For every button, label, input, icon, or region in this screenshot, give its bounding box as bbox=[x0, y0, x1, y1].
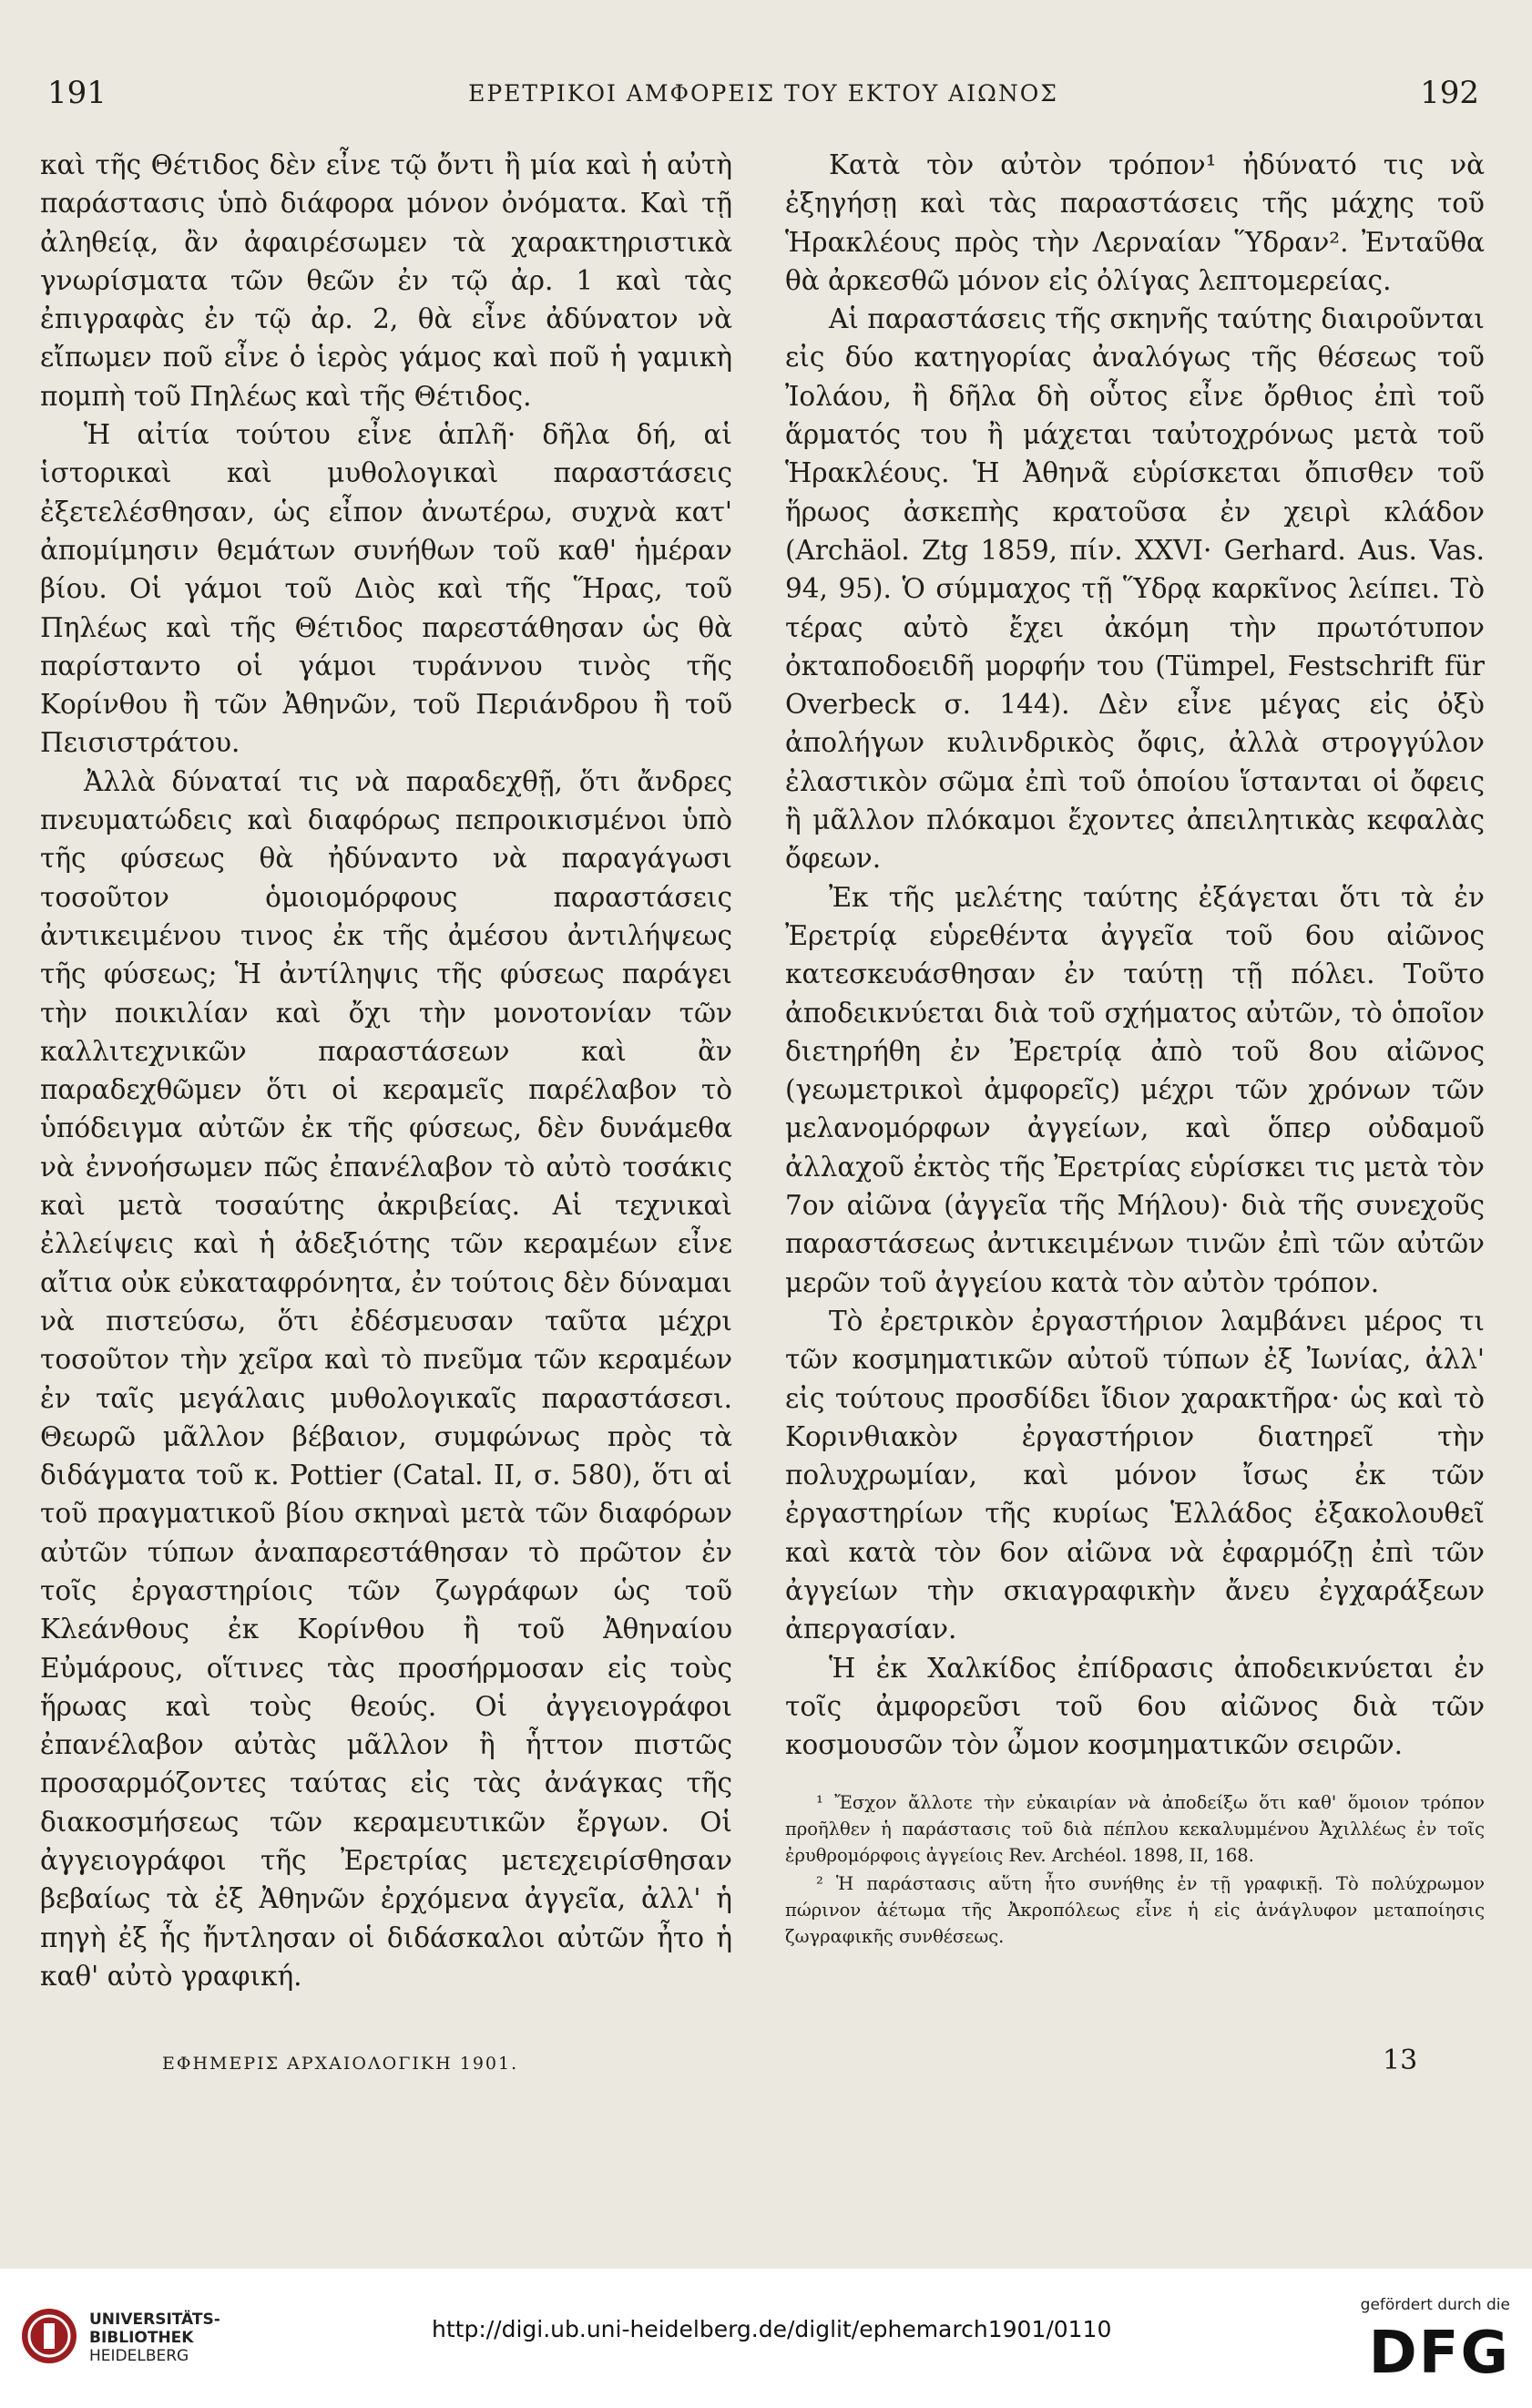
source-url[interactable]: http://digi.ub.uni-heidelberg.de/diglit/ephemarch1901/0110 bbox=[432, 2316, 1112, 2342]
paragraph: Κατὰ τὸν αὐτὸν τρόπον¹ ἠδύνατό τις νὰ ἐξηγήσῃ καὶ τὰς παραστάσεις τῆς μάχης τοῦ Ἡρακλέους πρὸς τὴν Λερναίαν Ὕδραν². Ἐνταῦθα θὰ ἀρκεσθῶ μόνον εἰς ὀλίγας λεπτομερείας. bbox=[785, 149, 1485, 296]
right-column bbox=[785, 146, 1485, 1952]
left-column bbox=[40, 146, 732, 1995]
university-seal-icon bbox=[20, 2307, 78, 2365]
page-number-left: 191 bbox=[47, 75, 107, 111]
digitization-footer bbox=[0, 2269, 1532, 2408]
footnotes bbox=[785, 1789, 1485, 1950]
paragraph: Τὸ ἐρετρικὸν ἐργαστήριον λαμβάνει μέρος τι τῶν κοσμηματικῶν αὐτοῦ τύπων ἐξ Ἰωνίας, ἀλλ' εἰς τούτους προσδίδει ἴδιον χαρακτῆρα· ὡς καὶ τὸ Κορινθιακὸν ἐργαστήριον διατηρεῖ τὴν πολυχρωμίαν, καὶ μόνον ἴσως ἐκ τῶν ἐργαστηρίων τῆς κυρίως Ἑλλάδος ἐξακολουθεῖ καὶ κατὰ τὸν 6ον αἰῶνα νὰ ἐφαρμόζῃ ἐπὶ τῶν ἀγγείων τὴν σκιαγραφικὴν ἄνευ ἐγχαράξεων ἀπεργασίαν. bbox=[785, 1305, 1485, 1645]
paragraph: Ἡ ἐκ Χαλκίδος ἐπίδρασις ἀποδεικνύεται ἐν τοῖς ἀμφορεῦσι τοῦ 6ου αἰῶνος διὰ τῶν κοσμουσῶν τὸν ὦμον κοσμηματικῶν σειρῶν. bbox=[785, 1652, 1485, 1761]
paragraph: Αἱ παραστάσεις τῆς σκηνῆς ταύτης διαιροῦνται εἰς δύο κατηγορίας ἀναλόγως τῆς θέσεως τοῦ Ἰολάου, ἢ δῆλα δὴ οὗτος εἶνε ὄρθιος ἐπὶ τοῦ ἅρματός του ἢ μάχεται ταὐτοχρόνως μετὰ τοῦ Ἡρακλέους. Ἡ Ἀθηνᾶ εὑρίσκεται ὄπισθεν τοῦ ἥρωος ἀσκεπὴς κρατοῦσα ἐν χειρὶ κλάδον (Archäol. Ztg 1859, πίν. XXVI· Gerhard. Aus. Vas. 94, 95). Ὁ σύμμαχος τῇ Ὕδρᾳ καρκῖνος λείπει. Τὸ τέρας αὐτὸ ἔχει ἀκόμη τὴν πρωτότυπον ὀκταποδοειδῆ μορφήν του (Tümpel, Festschrift für Overbeck σ. 144). Δὲν εἶνε μέγας εἰς ὀξὺ ἀπολήγων κυλινδρικὸς ὄφις, ἀλλὰ στρογγύλον ἐλαστικὸν σῶμα ἐπὶ τοῦ ὁποίου ἵστανται οἱ ὄφεις ἢ μᾶλλον πλόκαμοι ἔχοντες ἀπειλητικὰς κεφαλὰς ὄφεων. bbox=[785, 303, 1485, 875]
paragraph: Ἡ αἰτία τούτου εἶνε ἁπλῆ· δῆλα δή, αἱ ἱστορικαὶ καὶ μυθολογικαὶ παραστάσεις ἐξετελέσθησαν, ὡς εἶπον ἀνωτέρω, συχνὰ κατ' ἀπομίμησιν θεμάτων συνήθων τοῦ καθ' ἡμέραν βίου. Οἱ γάμοι τοῦ Διὸς καὶ τῆς Ἥρας, τοῦ Πηλέως καὶ τῆς Θέτιδος παρεστάθησαν ὡς θὰ παρίσταντο οἱ γάμοι τυράννου τινὸς τῆς Κορίνθου ἢ τῶν Ἀθηνῶν, τοῦ Περιάνδρου ἢ τοῦ Πεισιστράτου. bbox=[40, 419, 732, 759]
footnote: ¹ Ἔσχον ἄλλοτε τὴν εὐκαιρίαν νὰ ἀποδείξω ὅτι καθ' ὅμοιον τρόπον προῆλθεν ἡ παράστασις τοῦ διὰ πέπλου κεκαλυμμένου Ἀχιλλέως ἐν τοῖς ἐρυθρομόρφοις ἀγγείοις Rev. Archéol. 1898, II, 168. bbox=[785, 1792, 1485, 1867]
footnote: ² Ἡ παράστασις αὕτη ἦτο συνήθης ἐν τῇ γραφικῇ. Τὸ πολύχρωμον πώρινον ἀέτωμα τῆς Ἀκροπόλεως εἶνε ἡ εἰς ἀνάγλυφον μεταποίησις ζωγραφικῆς συνθέσεως. bbox=[785, 1873, 1485, 1948]
journal-signature: ΕΦΗΜΕΡΙΣ ΑΡΧΑΙΟΛΟΓΙΚΗ 1901. bbox=[162, 2054, 519, 2074]
funded-by-label: gefördert durch die bbox=[1360, 2296, 1510, 2314]
dfg-logo: DFG bbox=[1368, 2320, 1510, 2387]
page-header bbox=[47, 75, 1479, 120]
sheet-number: 13 bbox=[1383, 2044, 1418, 2076]
paragraph: Ἀλλὰ δύναταί τις νὰ παραδεχθῇ, ὅτι ἄνδρες πνευματώδεις καὶ διαφόρως πεπροικισμένοι ὑπὸ τῆς φύσεως θὰ ἠδύναντο νὰ παραγάγωσι τοσοῦτον ὁμοιομόρφους παραστάσεις ἀντικειμένου τινος ἐκ τῆς ἀμέσου ἀντιλήψεως τῆς φύσεως; Ἡ ἀντίληψις τῆς φύσεως παράγει τὴν ποικιλίαν καὶ ὄχι τὴν μονοτονίαν τῶν καλλιτεχνικῶν παραστάσεων καὶ ἂν παραδεχθῶμεν ὅτι οἱ κεραμεῖς παρέλαβον τὸ ὑπόδειγμα αὐτῶν ἐκ τῆς φύσεως, δὲν δυνάμεθα νὰ ἐννοήσωμεν πῶς ἐπανέλαβον τὸ αὐτὸ τοσάκις καὶ μετὰ τοσαύτης ἀκριβείας. Αἱ τεχνικαὶ ἐλλείψεις καὶ ἡ ἀδεξιότης τῶν κεραμέων εἶνε αἴτια οὐκ εὐκαταφρόνητα, ἐν τούτοις δὲν δύναμαι νὰ πιστεύσω, ὅτι ἐδέσμευσαν ταῦτα μέχρι τοσοῦτον τὴν χεῖρα καὶ τὸ πνεῦμα τῶν κεραμέων ἐν ταῖς μεγάλαις μυθολογικαῖς παραστάσεσι. Θεωρῶ μᾶλλον βέβαιον, συμφώνως πρὸς τὰ διδάγματα τοῦ κ. Pottier (Catal. II, σ. 580), ὅτι αἱ τοῦ πραγματικοῦ βίου σκηναὶ μετὰ τῶν διαφόρων αὐτῶν τύπων ἀναπαρεστάθησαν τὸ πρῶτον ἐν τοῖς ἐργαστηρίοις τῶν ζωγράφων ὡς τοῦ Κλεάνθους ἐκ Κορίνθου ἢ τοῦ Ἀθηναίου Εὐμάρους, οἵτινες τὰς προσήρμοσαν εἰς τοὺς ἥρωας καὶ τοὺς θεούς. Οἱ ἀγγειογράφοι ἐπανέλαβον αὐτὰς μᾶλλον ἢ ἧττον πιστῶς προσαρμόζοντες ταύτας εἰς τὰς ἀνάγκας τῆς διακοσμήσεως τῶν κεραμευτικῶν ἔργων. Οἱ ἀγγειογράφοι τῆς Ἐρετρίας μετεχειρίσθησαν βεβαίως τὰ ἐξ Ἀθηνῶν ἐρχόμενα ἀγγεῖα, ἀλλ' ἡ πηγὴ ἐξ ἧς ἤντλησαν οἱ διδάσκαλοι αὐτῶν ἦτο ἡ καθ' αὐτὸ γραφική. bbox=[40, 765, 732, 1992]
page-number-right: 192 bbox=[1420, 75, 1479, 111]
institution-name: UNIVERSITÄTS- BIBLIOTHEK HEIDELBERG bbox=[89, 2311, 220, 2365]
paragraph: καὶ τῆς Θέτιδος δὲν εἶνε τῷ ὄντι ἢ μία καὶ ἡ αὐτὴ παράστασις ὑπὸ διάφορα μόνον ὀνόματα. Καὶ τῇ ἀληθείᾳ, ἂν ἀφαιρέσωμεν τὰ χαρακτηριστικὰ γνωρίσματα τῶν θεῶν ἐν τῷ ἀρ. 1 καὶ τὰς ἐπιγραφὰς ἐν τῷ ἀρ. 2, θὰ εἶνε ἀδύνατον νὰ εἴπωμεν ποῦ εἶνε ὁ ἱερὸς γάμος καὶ ποῦ ἡ γαμικὴ πομπὴ τοῦ Πηλέως καὶ τῆς Θέτιδος. bbox=[40, 149, 732, 412]
running-title: ΕΡΕΤΡΙΚΟΙ ΑΜΦΟΡΕΙΣ ΤΟΥ ΕΚΤΟΥ ΑΙΩΝΟΣ bbox=[468, 80, 1058, 107]
paragraph: Ἐκ τῆς μελέτης ταύτης ἐξάγεται ὅτι τὰ ἐν Ἐρετρίᾳ εὑρεθέντα ἀγγεῖα τοῦ 6ου αἰῶνος κατεσκευάσθησαν ἐν ταύτῃ τῇ πόλει. Τοῦτο ἀποδεικνύεται διὰ τοῦ σχήματος αὐτῶν, τὸ ὁποῖον διετηρήθη ἐν Ἐρετρίᾳ ἀπὸ τοῦ 8ου αἰῶνος (γεωμετρικοὶ ἀμφορεῖς) μέχρι τῶν χρόνων τῶν μελανομόρφων ἀγγείων, καὶ ὅπερ οὐδαμοῦ ἀλλαχοῦ ἐκτὸς τῆς Ἐρετρίας εὑρίσκει τις μετὰ τὸν 7ον αἰῶνα (ἀγγεῖα τῆς Μήλου)· διὰ τῆς συνεχοῦς παραστάσεως ἀντικειμένων τινῶν ἐπὶ τῶν αὐτῶν μερῶν τοῦ ἀγγείου κατὰ τὸν αὐτὸν τρόπον. bbox=[785, 881, 1485, 1298]
